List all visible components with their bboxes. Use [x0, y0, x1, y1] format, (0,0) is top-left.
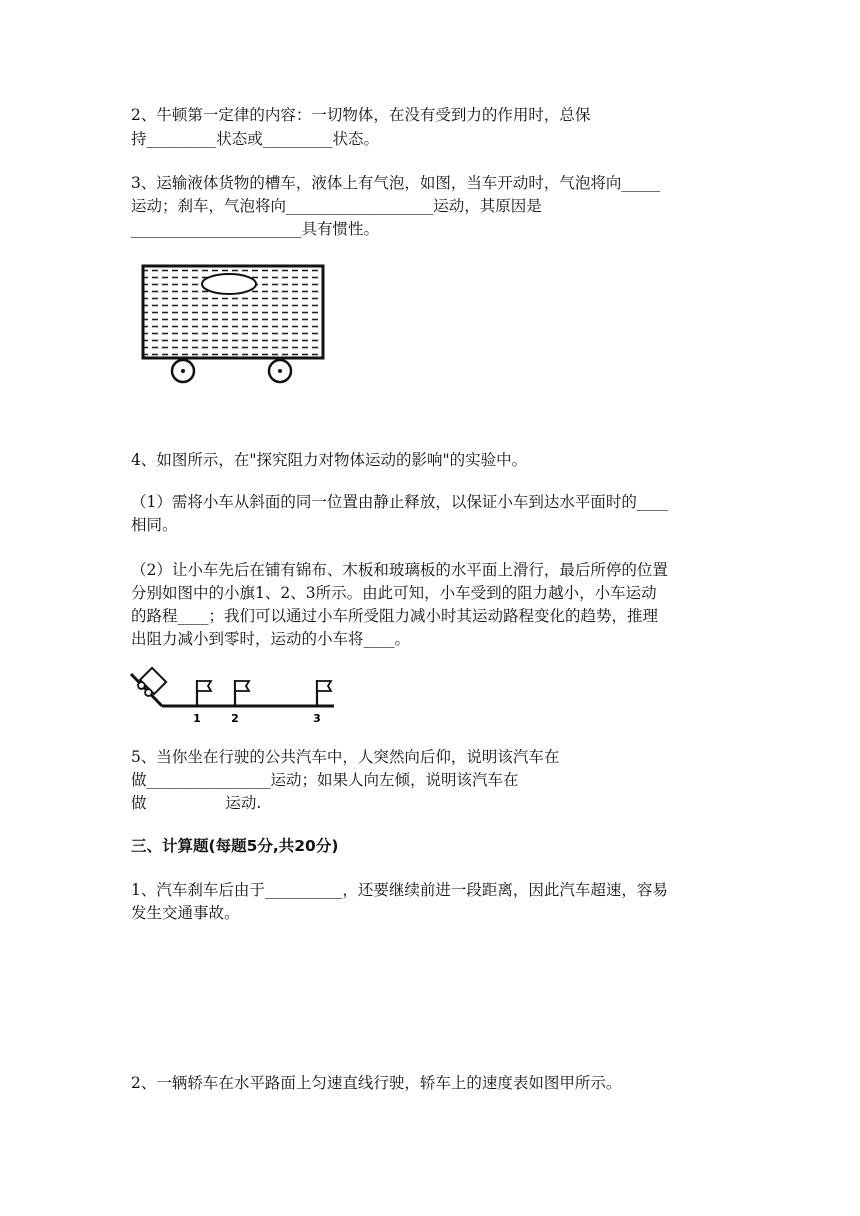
q4-part2-line-4: 出阻力减小到零时，运动的小车将____。 [131, 630, 411, 648]
flag-2-icon [235, 680, 249, 706]
q3-line-3: ______________________具有惯性。 [131, 220, 380, 238]
flag-label-2: 2 [231, 712, 239, 725]
q3-line-1: 3、运输液体货物的槽车，液体上有气泡，如图，当车开动时，气泡将向_____ [131, 174, 661, 192]
flag-label-1: 1 [193, 712, 201, 725]
calc2-line-1: 2、一辆轿车在水平路面上匀速直线行驶，轿车上的速度表如图甲所示。 [131, 1074, 622, 1092]
flag-1-icon [197, 680, 211, 706]
q4-intro: 4、如图所示，在"探究阻力对物体运动的影响"的实验中。 [131, 451, 528, 469]
section-heading: 三、计算题(每题5分,共20分) [131, 837, 339, 855]
calc1-line-1: 1、汽车刹车后由于__________，还要继续前进一段距离，因此汽车超速，容易 [131, 881, 668, 899]
q4-part2-line-1: （2）让小车先后在铺有锦布、木板和玻璃板的水平面上滑行，最后所停的位置 [131, 561, 668, 579]
calc1-line-2: 发生交通事故。 [131, 904, 240, 922]
q4-part2-line-2: 分别如图中的小旗1、2、3所示。由此可知，小车受到的阻力越小，小车运动 [131, 584, 657, 602]
tanker-truck-figure [131, 253, 341, 388]
q2-line-1: 2、牛顿第一定律的内容：一切物体，在没有受到力的作用时，总保 [131, 106, 591, 124]
incline-flags-figure [129, 660, 339, 730]
cart-icon [135, 668, 166, 699]
q4-part1-line-1: （1）需将小车从斜面的同一位置由静止释放，以保证小车到达水平面时的____ [131, 493, 668, 511]
q4-part2-line-3: 的路程____；我们可以通过小车所受阻力减小时其运动路程变化的趋势，推理 [131, 607, 659, 625]
q3-line-2: 运动；刹车，气泡将向___________________运动，其原因是 [131, 197, 542, 215]
q4-part1-line-2: 相同。 [131, 516, 178, 534]
q5-line-2: 做________________运动；如果人向左倾，说明该汽车在 [131, 771, 519, 789]
q5-line-1: 5、当你坐在行驶的公共汽车中，人突然向后仰，说明该汽车在 [131, 748, 560, 766]
q2-line-2: 持_________状态或_________状态。 [131, 130, 380, 148]
flag-label-3: 3 [313, 712, 321, 725]
q5-line-3: 做 运动. [131, 794, 262, 812]
flag-3-icon [317, 680, 331, 706]
air-bubble [202, 274, 256, 294]
